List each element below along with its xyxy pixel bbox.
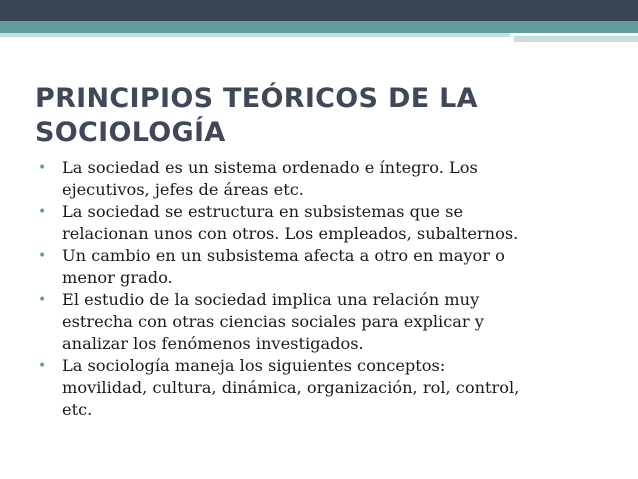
slide-title [35,82,595,150]
header-bar-accent [514,36,638,42]
header-bar-teal [0,21,638,33]
bullet-item [35,289,615,355]
slide-title-line-1: PRINCIPIOS TEÓRICOS DE LA [35,83,478,114]
slide-title-line-2: SOCIOLOGÍA [35,117,226,148]
bullet-text-line: movilidad, cultura, dinámica, organización, rol, control, [62,378,520,397]
bullet-text-line: analizar los fenómenos investigados. [62,334,364,353]
bullet-item [35,245,615,289]
bullet-text-line: Un cambio en un subsistema afecta a otro en mayor o [62,246,505,265]
bullet-text-line: etc. [62,400,93,419]
bullet-text-line: La sociedad se estructura en subsistemas que se [62,202,464,221]
bullet-text-line: El estudio de la sociedad implica una relación muy [62,290,480,309]
bullet-list [35,157,615,421]
bullet-item [35,355,615,421]
bullet-icon: • [38,292,47,308]
bullet-text-line: relacionan unos con otros. Los empleados, subalternos. [62,224,519,243]
bullet-text-line: ejecutivos, jefes de áreas etc. [62,180,304,199]
bullet-item [35,201,615,245]
header-bar-dark [0,0,638,21]
bullet-text-line: La sociedad es un sistema ordenado e íntegro. Los [62,158,478,177]
bullet-icon: • [38,358,47,374]
bullet-item [35,157,615,201]
bullet-icon: • [38,248,47,264]
bullet-text-line: menor grado. [62,268,173,287]
bullet-text-line: estrecha con otras ciencias sociales para explicar y [62,312,484,331]
bullet-text-line: La sociología maneja los siguientes conceptos: [62,356,446,375]
bullet-icon: • [38,204,47,220]
bullet-icon: • [38,160,47,176]
